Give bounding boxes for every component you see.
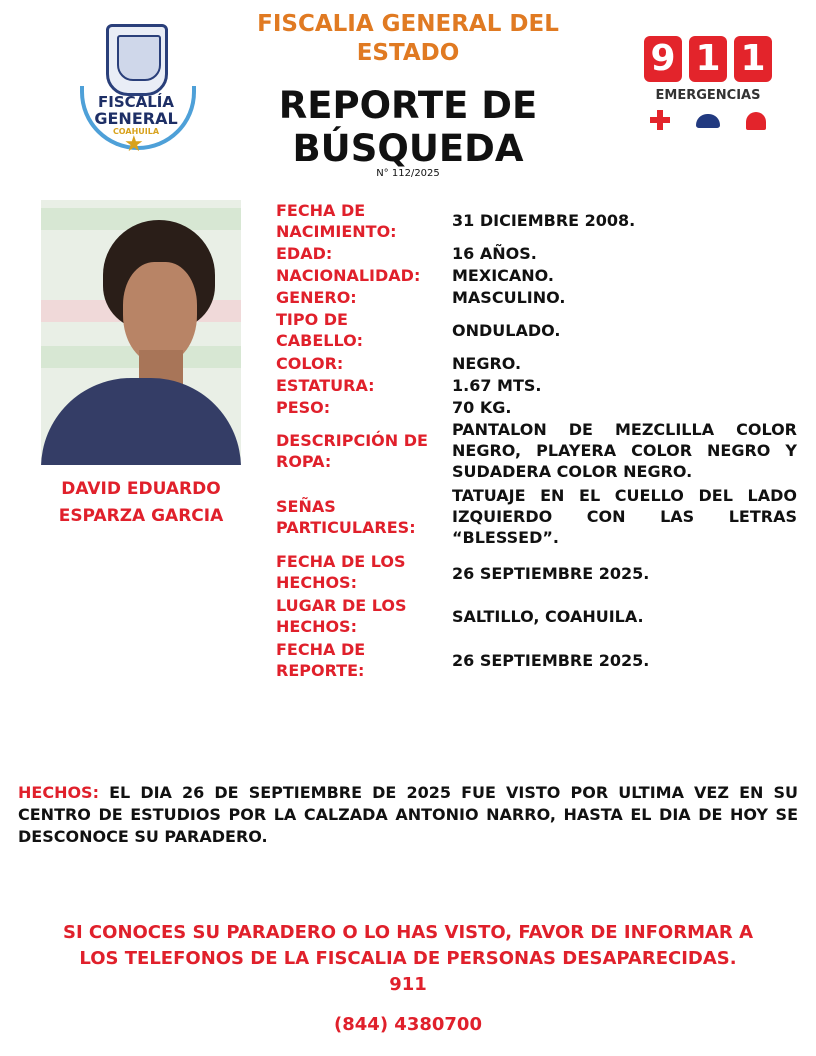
label-fecha-reporte: FECHA DE REPORTE:	[276, 640, 366, 680]
logo-text-coahuila: COAHUILA	[112, 127, 160, 136]
label-estatura: ESTATURA:	[276, 376, 375, 395]
value-fecha-reporte: 26 SEPTIEMBRE 2025.	[452, 651, 650, 670]
label-nacionalidad: NACIONALIDAD:	[276, 266, 421, 285]
label-color: COLOR:	[276, 354, 344, 373]
name-line-1: DAVID EDUARDO	[61, 479, 221, 499]
report-number: N° 112/2025	[376, 168, 440, 179]
label-lugar-hechos: LUGAR DE LOS HECHOS:	[276, 596, 407, 636]
logo-text-fiscalia: FISCALÍA	[98, 93, 174, 111]
call-to-action	[18, 920, 798, 998]
label-descripcion-ropa: DESCRIPCIÓN DE ROPA:	[276, 431, 428, 471]
star-icon: ★	[124, 132, 144, 157]
hechos-paragraph	[18, 782, 798, 848]
medical-cross-icon	[650, 110, 670, 130]
value-tipo-cabello: ONDULADO.	[452, 321, 561, 340]
emergency-911-logo	[640, 36, 776, 140]
digit-1: 1	[689, 36, 727, 82]
title-line-2: BÚSQUEDA	[292, 127, 524, 170]
police-cap-icon	[696, 114, 720, 128]
emergencias-label: EMERGENCIAS	[655, 88, 761, 103]
label-fecha-nacimiento: FECHA DE NACIMIENTO:	[276, 201, 397, 241]
cta-emergency-number: 911	[389, 974, 427, 995]
label-senas-particulares: SEÑAS PARTICULARES:	[276, 497, 416, 537]
label-tipo-cabello: TIPO DE CABELLO:	[276, 310, 364, 350]
fire-helmet-icon	[746, 112, 766, 130]
label-peso: PESO:	[276, 398, 331, 417]
value-nacionalidad: MEXICANO.	[452, 266, 554, 285]
value-genero: MASCULINO.	[452, 288, 566, 307]
contact-phone: (844) 4380700	[334, 1014, 482, 1035]
fiscalia-logo	[76, 24, 196, 164]
title-line-1: REPORTE DE	[278, 84, 538, 127]
value-fecha-hechos: 26 SEPTIEMBRE 2025.	[452, 564, 650, 583]
value-edad: 16 AÑOS.	[452, 244, 537, 263]
label-edad: EDAD:	[276, 244, 333, 263]
page-title	[218, 84, 598, 170]
digit-1-second: 1	[734, 36, 772, 82]
cta-line-2: LOS TELEFONOS DE LA FISCALIA DE PERSONAS DESAPARECIDAS.	[79, 948, 737, 969]
digit-9: 9	[644, 36, 682, 82]
value-descripcion-ropa: PANTALON DE MEZCLILLA COLOR NEGRO, PLAYERA COLOR NEGRO Y SUDADERA COLOR NEGRO.	[452, 420, 797, 481]
missing-person-photo	[41, 200, 241, 465]
label-genero: GENERO:	[276, 288, 357, 307]
person-name	[41, 476, 241, 530]
value-color: NEGRO.	[452, 354, 522, 373]
label-fecha-hechos: FECHA DE LOS HECHOS:	[276, 552, 406, 592]
value-senas-particulares: TATUAJE EN EL CUELLO DEL LADO IZQUIERDO CON LAS LETRAS “BLESSED”.	[452, 486, 797, 547]
org-line-2: ESTADO	[356, 40, 460, 66]
hechos-text: EL DIA 26 DE SEPTIEMBRE DE 2025 FUE VISTO POR ULTIMA VEZ EN SU CENTRO DE ESTUDIOS POR LA CALZADA ANTONIO NARRO, HASTA EL DIA DE HOY SE DESCONOCE SU PARADERO.	[18, 783, 798, 846]
org-line-1: FISCALIA GENERAL DEL	[257, 11, 559, 37]
value-estatura: 1.67 MTS.	[452, 376, 542, 395]
value-lugar-hechos: SALTILLO, COAHUILA.	[452, 607, 644, 626]
hechos-label: HECHOS:	[18, 783, 99, 802]
logo-text-general: GENERAL	[94, 109, 178, 128]
cta-line-1: SI CONOCES SU PARADERO O LO HAS VISTO, FAVOR DE INFORMAR A	[63, 922, 753, 943]
organization-name	[218, 10, 598, 68]
value-fecha-nacimiento: 31 DICIEMBRE 2008.	[452, 211, 636, 230]
name-line-2: ESPARZA GARCIA	[58, 506, 224, 526]
value-peso: 70 KG.	[452, 398, 512, 417]
